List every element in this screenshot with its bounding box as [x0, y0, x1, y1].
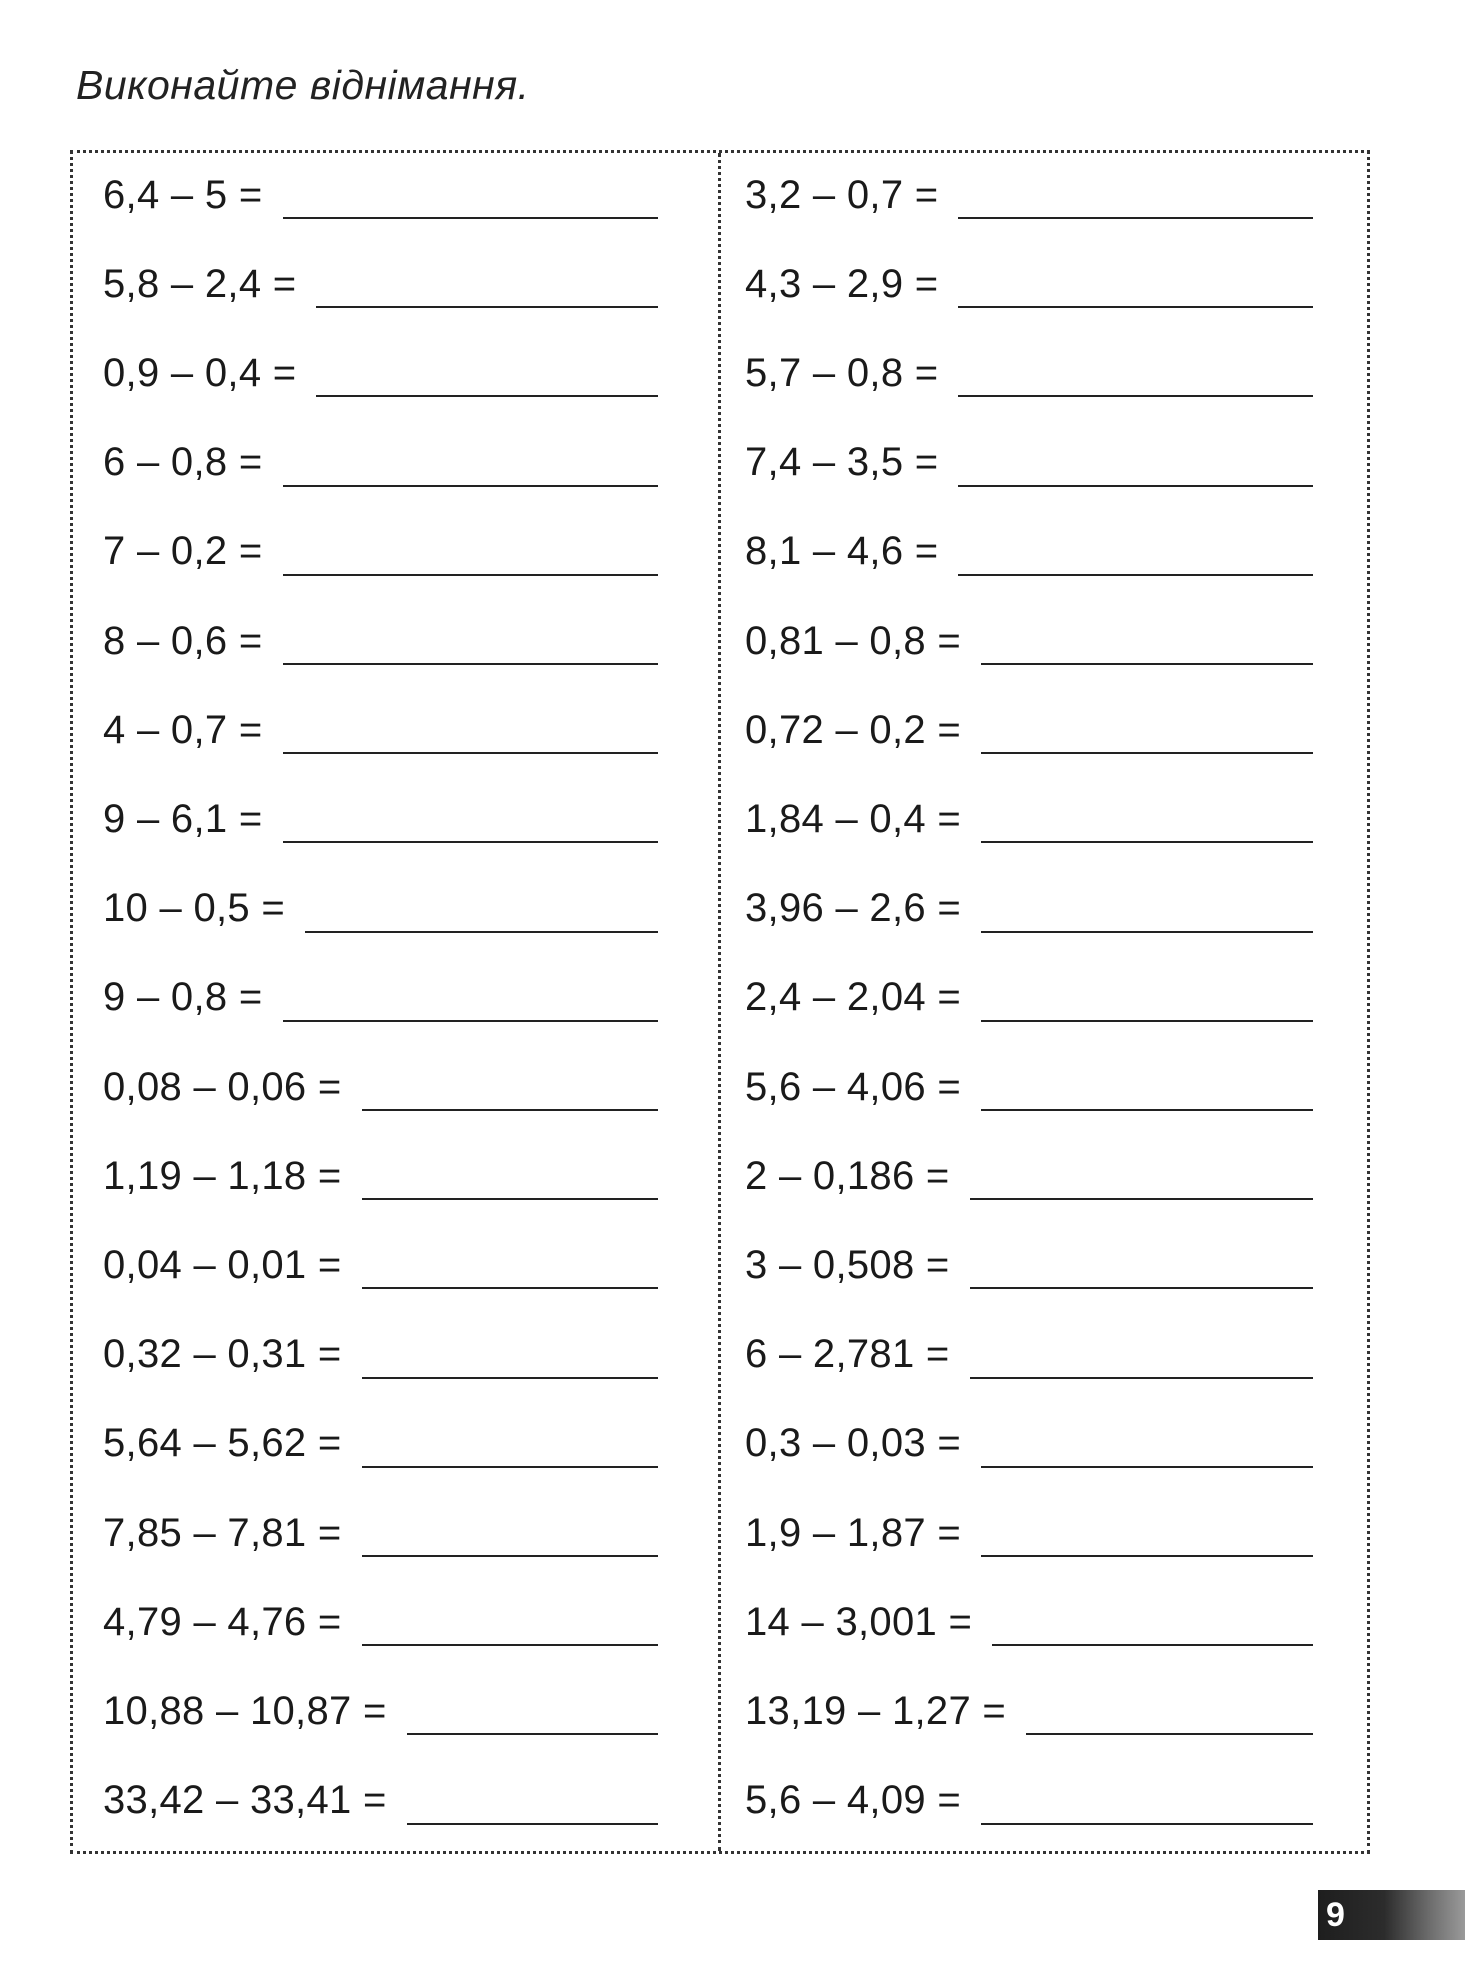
exercise-row: [103, 1503, 658, 1563]
exercise-expression: 3,2 – 0,7 =: [745, 172, 939, 217]
answer-blank[interactable]: [362, 1644, 658, 1646]
page-number: 9: [1326, 1896, 1345, 1934]
answer-blank[interactable]: [970, 1377, 1313, 1379]
exercise-row: [745, 968, 1313, 1028]
exercise-expression: 6 – 2,781 =: [745, 1332, 950, 1377]
exercise-row: [103, 1414, 658, 1474]
exercise-row: [745, 1414, 1313, 1474]
answer-blank[interactable]: [981, 1020, 1313, 1022]
exercise-expression: 1,9 – 1,87 =: [745, 1510, 962, 1555]
answer-blank[interactable]: [981, 1823, 1313, 1825]
exercise-row: [103, 879, 658, 939]
exercise-row: [745, 1592, 1313, 1652]
exercise-expression: 7,4 – 3,5 =: [745, 440, 939, 485]
answer-blank[interactable]: [283, 752, 658, 754]
exercise-expression: 8,1 – 4,6 =: [745, 529, 939, 574]
answer-blank[interactable]: [981, 841, 1313, 843]
exercise-expression: 4 – 0,7 =: [103, 707, 263, 752]
instruction-heading: Виконайте віднімання.: [76, 62, 530, 108]
exercise-row: [103, 165, 658, 225]
exercise-expression: 4,79 – 4,76 =: [103, 1599, 342, 1644]
exercise-row: [103, 700, 658, 760]
exercise-expression: 10,88 – 10,87 =: [103, 1688, 387, 1733]
exercise-row: [745, 789, 1313, 849]
exercise-row: [103, 433, 658, 493]
exercise-expression: 4,3 – 2,9 =: [745, 261, 939, 306]
exercise-row: [745, 700, 1313, 760]
answer-blank[interactable]: [283, 1020, 658, 1022]
exercise-row: [745, 254, 1313, 314]
exercise-row: [745, 343, 1313, 403]
answer-blank[interactable]: [407, 1823, 658, 1825]
exercise-row: [103, 1771, 658, 1831]
exercise-expression: 5,6 – 4,09 =: [745, 1778, 962, 1823]
exercise-expression: 8 – 0,6 =: [103, 618, 263, 663]
exercise-row: [103, 1057, 658, 1117]
exercise-expression: 14 – 3,001 =: [745, 1599, 973, 1644]
answer-blank[interactable]: [981, 663, 1313, 665]
exercise-frame: [70, 150, 1370, 1854]
exercise-row: [103, 343, 658, 403]
answer-blank[interactable]: [362, 1198, 658, 1200]
exercise-expression: 3,96 – 2,6 =: [745, 886, 962, 931]
answer-blank[interactable]: [992, 1644, 1313, 1646]
answer-blank[interactable]: [362, 1466, 658, 1468]
answer-blank[interactable]: [981, 1109, 1313, 1111]
exercise-row: [745, 1235, 1313, 1295]
exercise-expression: 2,4 – 2,04 =: [745, 975, 962, 1020]
exercise-row: [745, 433, 1313, 493]
exercise-row: [745, 1325, 1313, 1385]
exercise-row: [103, 1146, 658, 1206]
exercise-expression: 13,19 – 1,27 =: [745, 1688, 1007, 1733]
exercise-expression: 6,4 – 5 =: [103, 172, 263, 217]
exercise-row: [745, 1503, 1313, 1563]
answer-blank[interactable]: [981, 752, 1313, 754]
answer-blank[interactable]: [362, 1377, 658, 1379]
answer-blank[interactable]: [958, 306, 1313, 308]
answer-blank[interactable]: [283, 663, 658, 665]
answer-blank[interactable]: [981, 1466, 1313, 1468]
exercise-expression: 0,72 – 0,2 =: [745, 707, 962, 752]
answer-blank[interactable]: [981, 931, 1313, 933]
exercise-row: [745, 611, 1313, 671]
exercise-expression: 5,8 – 2,4 =: [103, 261, 297, 306]
exercise-row: [103, 611, 658, 671]
answer-blank[interactable]: [407, 1733, 658, 1735]
exercise-expression: 7 – 0,2 =: [103, 529, 263, 574]
exercise-expression: 9 – 0,8 =: [103, 975, 263, 1020]
answer-blank[interactable]: [958, 574, 1313, 576]
answer-blank[interactable]: [283, 485, 658, 487]
answer-blank[interactable]: [970, 1287, 1313, 1289]
exercise-row: [103, 254, 658, 314]
answer-blank[interactable]: [283, 574, 658, 576]
exercise-expression: 1,19 – 1,18 =: [103, 1153, 342, 1198]
exercise-expression: 3 – 0,508 =: [745, 1242, 950, 1287]
exercise-row: [745, 522, 1313, 582]
exercise-expression: 5,64 – 5,62 =: [103, 1421, 342, 1466]
exercise-expression: 10 – 0,5 =: [103, 886, 286, 931]
exercise-expression: 9 – 6,1 =: [103, 796, 263, 841]
exercise-expression: 5,6 – 4,06 =: [745, 1064, 962, 1109]
exercise-row: [745, 165, 1313, 225]
answer-blank[interactable]: [316, 306, 658, 308]
exercise-expression: 0,04 – 0,01 =: [103, 1242, 342, 1287]
exercise-expression: 6 – 0,8 =: [103, 440, 263, 485]
exercise-row: [103, 522, 658, 582]
exercise-row: [103, 968, 658, 1028]
exercise-expression: 0,32 – 0,31 =: [103, 1332, 342, 1377]
exercise-expression: 0,9 – 0,4 =: [103, 350, 297, 395]
answer-blank[interactable]: [981, 1555, 1313, 1557]
exercise-row: [745, 1771, 1313, 1831]
answer-blank[interactable]: [362, 1555, 658, 1557]
exercise-row: [103, 1325, 658, 1385]
exercise-expression: 0,08 – 0,06 =: [103, 1064, 342, 1109]
answer-blank[interactable]: [283, 841, 658, 843]
exercise-row: [745, 879, 1313, 939]
answer-blank[interactable]: [316, 395, 658, 397]
answer-blank[interactable]: [958, 217, 1313, 219]
exercise-row: [745, 1057, 1313, 1117]
exercise-row: [103, 1681, 658, 1741]
exercise-row: [745, 1146, 1313, 1206]
exercise-expression: 0,3 – 0,03 =: [745, 1421, 962, 1466]
exercise-row: [103, 1235, 658, 1295]
exercise-row: [745, 1681, 1313, 1741]
answer-blank[interactable]: [283, 217, 658, 219]
answer-blank[interactable]: [958, 395, 1313, 397]
answer-blank[interactable]: [958, 485, 1313, 487]
exercise-expression: 5,7 – 0,8 =: [745, 350, 939, 395]
column-divider: [718, 153, 721, 1851]
answer-blank[interactable]: [362, 1287, 658, 1289]
answer-blank[interactable]: [305, 931, 658, 933]
exercise-expression: 7,85 – 7,81 =: [103, 1510, 342, 1555]
exercise-expression: 33,42 – 33,41 =: [103, 1778, 387, 1823]
answer-blank[interactable]: [970, 1198, 1313, 1200]
answer-blank[interactable]: [362, 1109, 658, 1111]
exercise-expression: 0,81 – 0,8 =: [745, 618, 962, 663]
exercise-row: [103, 1592, 658, 1652]
exercise-row: [103, 789, 658, 849]
exercise-expression: 2 – 0,186 =: [745, 1153, 950, 1198]
answer-blank[interactable]: [1026, 1733, 1313, 1735]
exercise-expression: 1,84 – 0,4 =: [745, 796, 962, 841]
page-number-badge: [1318, 1890, 1465, 1940]
